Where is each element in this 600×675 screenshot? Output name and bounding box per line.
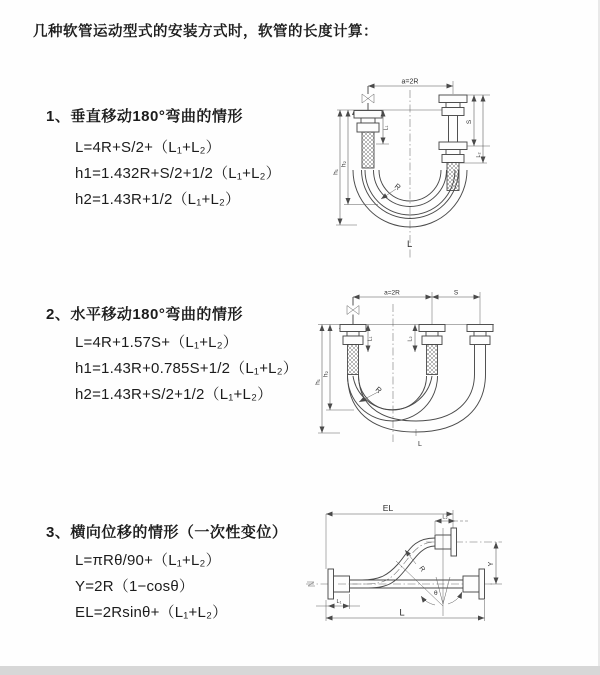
dim-label-radius: R xyxy=(392,181,403,192)
braided-hose-left xyxy=(348,345,359,375)
section-3-formulas xyxy=(75,548,227,626)
formula-line: h1=1.43R+0.785S+1/2（L₁+L₂） xyxy=(75,360,298,377)
section-1-formulas xyxy=(75,135,281,213)
dim-label-h2: h₂ xyxy=(322,370,330,378)
section-2-heading: 2、水平移动180°弯曲的情形 xyxy=(46,306,243,323)
dim-label-span: a=2R xyxy=(401,78,419,86)
radius-leader xyxy=(405,550,416,564)
formula-line: L=4R+S/2+（L₁+L₂） xyxy=(75,139,221,156)
dim-label-radius: R xyxy=(373,384,384,396)
section-2-formulas xyxy=(75,330,298,408)
diagram-vertical-180-bend xyxy=(310,70,600,265)
flange-fitting-left xyxy=(340,325,366,345)
dim-label-el: EL xyxy=(382,503,394,513)
diagram-horizontal-180-bend xyxy=(308,282,600,467)
dim-label-theta: θ xyxy=(434,590,438,597)
flange-fitting-right-lower xyxy=(463,569,485,599)
section-1-heading: 1、垂直移动180°弯曲的情形 xyxy=(46,108,243,125)
flange-fitting-upper xyxy=(435,528,457,556)
hose-u-bend xyxy=(348,345,486,432)
valve-icon xyxy=(362,86,374,110)
valve-icon xyxy=(347,297,359,325)
swing-arrow xyxy=(421,596,435,605)
dim-label-span: a=2R xyxy=(384,289,400,297)
braided-hose-middle xyxy=(427,345,438,375)
section-3-heading: 3、横向位移的情形（一次性变位） xyxy=(46,524,288,541)
braided-hose-left xyxy=(362,132,374,168)
dim-label-l2: L₂ xyxy=(407,336,414,342)
formula-line: EL=2Rsinθ+（L₁+L₂） xyxy=(75,604,228,621)
radius-leader xyxy=(381,189,396,199)
dim-label-y: Y xyxy=(488,561,495,567)
flange-fitting-right-lower xyxy=(439,142,467,163)
dim-label-s: S xyxy=(466,119,473,125)
formula-line: h1=1.432R+S/2+1/2（L₁+L₂） xyxy=(75,165,281,182)
dim-label-l2: L₂ xyxy=(442,514,448,521)
braided-hose-right xyxy=(447,163,459,191)
dim-label-length: L xyxy=(399,607,405,619)
dim-label-radius: R xyxy=(417,565,426,574)
formula-line: Y=2R（1−cosθ） xyxy=(75,578,195,595)
formula-line: h2=1.43R+S/2+1/2（L₁+L₂） xyxy=(75,386,273,403)
swing-arrow xyxy=(448,592,462,604)
dim-label-s: S xyxy=(453,289,459,297)
dim-label-l2: L₂ xyxy=(476,152,482,158)
dim-label-h1: h₁ xyxy=(332,169,340,175)
scan-edge-bottom xyxy=(0,666,600,675)
hose-s-curve xyxy=(338,538,435,588)
flange-fitting-right-upper xyxy=(439,95,467,116)
dim-label-l1: L₁ xyxy=(367,336,374,342)
dim-label-l1: L₁ xyxy=(383,125,390,131)
dim-label-h2: h₂ xyxy=(340,160,348,168)
dim-label-l1: L₁ xyxy=(336,599,342,605)
flange-fitting-middle xyxy=(419,325,445,345)
page-title: 几种软管运动型式的安装方式时，软管的长度计算： xyxy=(33,24,378,40)
dim-label-length: L xyxy=(407,239,413,250)
diagram-lateral-displacement xyxy=(298,498,600,646)
formula-line: L=4R+1.57S+（L₁+L₂） xyxy=(75,334,238,351)
formula-line: L=πRθ/90+（L₁+L₂） xyxy=(75,552,221,569)
flange-fitting-left xyxy=(354,111,382,133)
formula-line: h2=1.43R+1/2（L₁+L₂） xyxy=(75,191,241,208)
dim-label-length: L xyxy=(418,441,422,448)
dim-label-h1: h₁ xyxy=(314,379,322,385)
flange-fitting-right xyxy=(467,325,493,345)
